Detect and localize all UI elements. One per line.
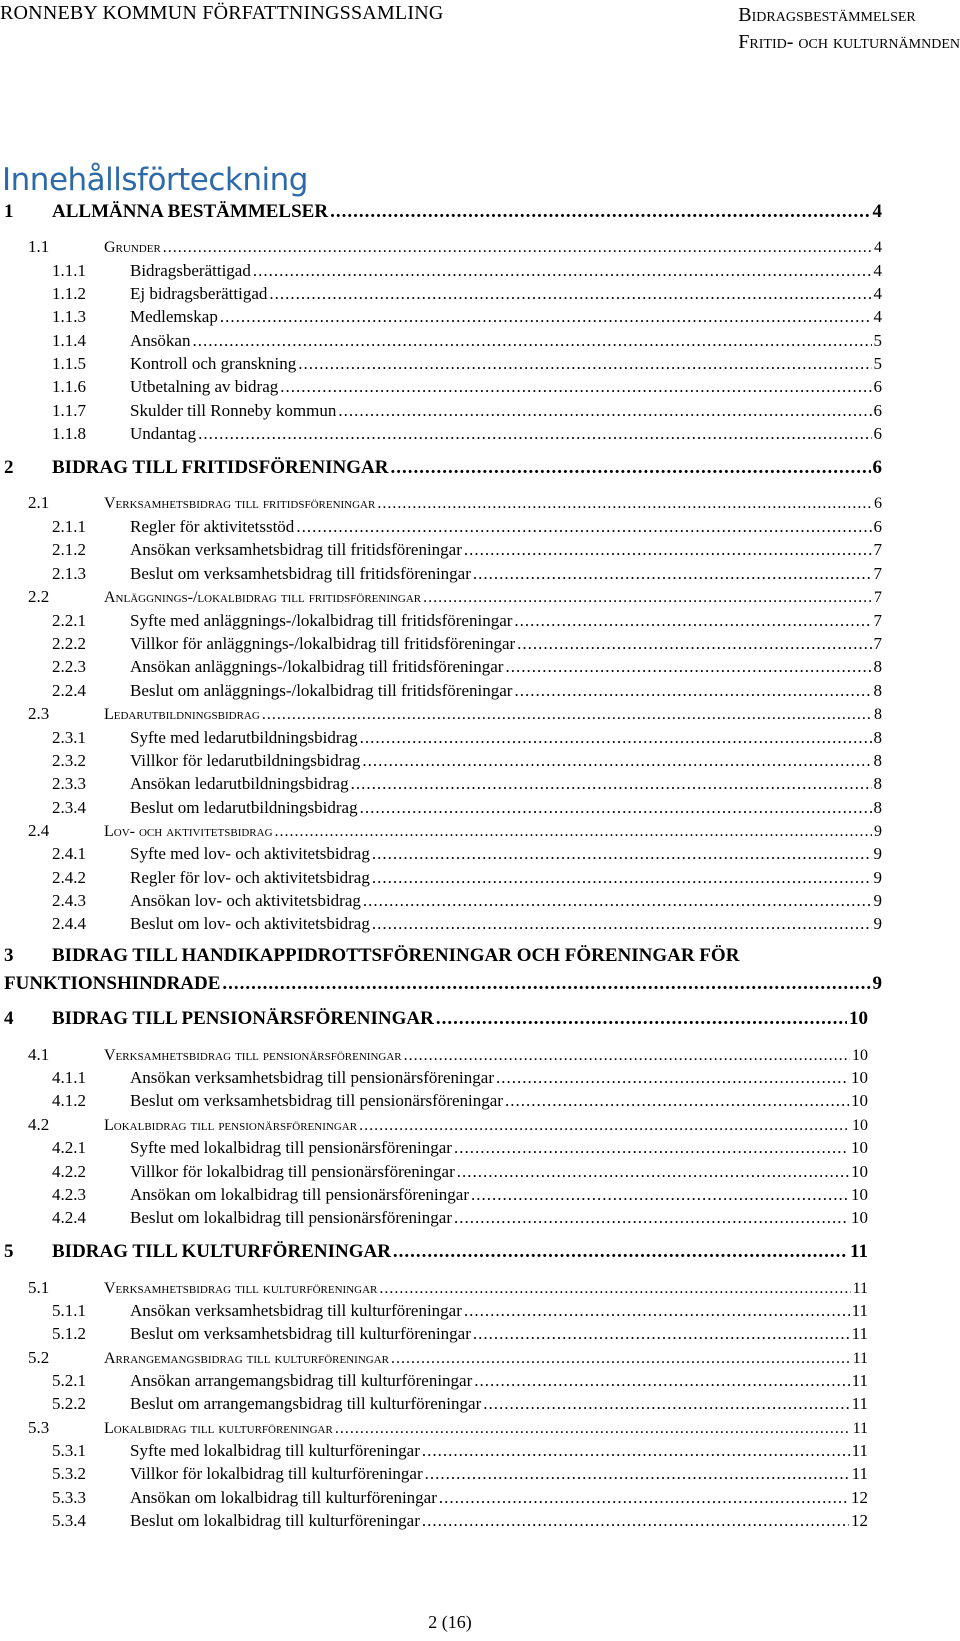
toc-entry-number: 4.1.2 [52,1091,86,1110]
toc-entry[interactable] [28,1274,868,1298]
toc-entry[interactable] [52,350,882,374]
dot-leader [425,1464,850,1484]
toc-entry-page: 10 [851,1185,868,1204]
toc-entry-number: 5.2.1 [52,1371,86,1390]
toc-entry[interactable] [52,1367,868,1391]
toc-entry-number: 2.3.1 [52,728,86,747]
toc-entry[interactable] [52,373,882,397]
dot-leader [505,1091,849,1111]
toc-entry-number: 5.3.3 [52,1488,86,1507]
toc-entry-text: Ansökan verksamhetsbidrag till kulturföreningar [130,1301,462,1320]
toc-entry-number: 2.4.3 [52,891,86,910]
toc-entry-page: 11 [852,1420,868,1437]
toc-entry[interactable] [52,1507,868,1531]
header-committee: Fritid- och kulturnämnden [738,31,960,53]
toc-entry-page: 11 [851,1394,868,1413]
toc-entry-page: 8 [873,751,882,770]
dot-leader [464,540,872,560]
toc-entry[interactable] [52,560,882,584]
header-document-title: Bidragsbestämmelser [738,4,916,26]
toc-entry-page: 11 [851,1441,868,1460]
toc-entry[interactable] [52,840,882,864]
toc-entry-text: Medlemskap [130,307,218,326]
toc-entry-number: 2.3.4 [52,798,86,817]
toc-entry-text: Ansökan arrangemangsbidrag till kulturföreningar [130,1371,473,1390]
toc-entry[interactable] [52,864,882,888]
toc-entry-page: 9 [872,973,882,994]
toc-entry-page: 10 [852,1117,868,1134]
toc-entry-page: 7 [873,611,882,630]
dot-leader [363,891,872,911]
toc-entry-text: Ledarutbildningsbidrag [104,706,260,723]
toc-entry-page: 9 [873,891,882,910]
toc-entry-page: 5 [873,331,882,350]
toc-entry[interactable] [28,1344,868,1368]
dot-leader [372,914,872,934]
toc-entry[interactable] [28,489,882,513]
toc-entry[interactable] [52,794,882,818]
toc-entry-page: 6 [873,401,882,420]
toc-entry-text: BIDRAG TILL HANDIKAPPIDROTTSFÖRENINGAR OCH FÖRENINGAR FÖR [52,945,740,966]
page-number: 2 (16) [428,1612,472,1632]
toc-entry[interactable] [28,233,882,257]
dot-leader [422,1441,850,1461]
toc-entry-number: 1.1.4 [52,331,86,350]
toc-entry[interactable] [52,1064,868,1088]
toc-entry-text: Beslut om lokalbidrag till pensionärsföreningar [130,1208,452,1227]
toc-entry-number: 1 [4,201,14,222]
toc-entry-number: 2.1.2 [52,540,86,559]
toc-entry-page: 10 [852,1047,868,1064]
dot-leader [483,1394,849,1414]
toc-entry-text: Verksamhetsbidrag till kulturföreningar [104,1280,378,1297]
dot-leader [298,354,871,374]
toc-entry-page: 4 [872,201,882,222]
dot-leader [391,1350,851,1368]
toc-entry-number: 2.1 [28,493,50,512]
toc-entry-page: 4 [874,239,882,256]
toc-entry-text: Skulder till Ronneby kommun [130,401,337,420]
toc-entry-page: 6 [874,495,882,512]
toc-entry-number: 4.2.3 [52,1185,86,1204]
toc-entry-text: Syfte med ledarutbildningsbidrag [130,728,358,747]
toc-entry-number: 2.2 [28,587,50,606]
toc-entry[interactable] [52,536,882,560]
toc-entry[interactable] [52,513,882,537]
toc-entry-text: Syfte med lokalbidrag till kulturföreningar [130,1441,420,1460]
header-municipality: RONNEBY KOMMUN FÖRFATTNINGSSAMLING [0,2,444,24]
toc-entry-text: Villkor för lokalbidrag till pensionärsföreningar [130,1162,455,1181]
toc-entry[interactable] [52,1460,868,1484]
toc-entry-number: 5.3.1 [52,1441,86,1460]
toc-entry-number: 5.3.4 [52,1511,86,1530]
dot-leader [372,868,872,888]
toc-entry-line [4,945,740,967]
dot-leader [192,331,871,351]
toc-entry[interactable] [52,280,882,304]
dot-leader [198,424,871,444]
toc-entry-text: Beslut om verksamhetsbidrag till kulturföreningar [130,1324,471,1343]
toc-entry[interactable] [4,971,882,995]
toc-entry-text: Arrangemangsbidrag till kulturföreningar [104,1350,389,1367]
dot-leader [360,728,872,748]
toc-entry-page: 10 [851,1068,868,1087]
toc-entry-text: Ansökan lov- och aktivitetsbidrag [130,891,361,910]
dot-leader [377,495,872,513]
dot-leader [471,1185,849,1205]
toc-entry[interactable] [28,1041,868,1065]
toc-entry-number: 4.1 [28,1045,50,1064]
dot-leader [351,774,872,794]
toc-entry-page: 6 [873,377,882,396]
toc-entry-number: 4.2.4 [52,1208,86,1227]
toc-entry-text: Verksamhetsbidrag till pensionärsföreningar [104,1047,402,1064]
toc-entry-number: 1.1.2 [52,284,86,303]
toc-entry-page: 12 [851,1488,868,1507]
toc-entry-number: 4.2.2 [52,1162,86,1181]
toc-entry-text: Beslut om lokalbidrag till kulturföreningar [130,1511,420,1530]
toc-entry-text: Lov- och aktivitetsbidrag [104,823,273,840]
dot-leader [505,657,871,677]
dot-leader [338,401,871,421]
toc-entry-number: 2.2.3 [52,657,86,676]
toc-entry-text: Syfte med lokalbidrag till pensionärsföreningar [130,1138,452,1157]
toc-entry[interactable] [4,1239,868,1263]
toc-entry-text: BIDRAG TILL PENSIONÄRSFÖRENINGAR [52,1008,434,1029]
toc-entry-page: 7 [873,634,882,653]
toc-entry-number: 2.1.3 [52,564,86,583]
toc-entry-page: 8 [874,706,882,723]
toc-entry-page: 10 [851,1162,868,1181]
toc-entry[interactable] [52,1297,868,1321]
toc-entry-page: 10 [851,1091,868,1110]
dot-leader [457,1162,849,1182]
toc-entry[interactable] [52,770,882,794]
toc-entry[interactable] [52,1484,868,1508]
toc-entry[interactable] [52,1320,868,1344]
toc-entry-page: 8 [873,798,882,817]
toc-entry-page: 11 [850,1241,868,1262]
toc-entry-page: 9 [873,844,882,863]
toc-entry-text: ALLMÄNNA BESTÄMMELSER [52,201,329,222]
dot-leader [372,844,872,864]
toc-entry-text-continued: FUNKTIONSHINDRADE [4,973,221,994]
toc-entry-number: 1.1 [28,237,50,256]
dot-leader [404,1047,850,1065]
dot-leader [464,1301,850,1321]
dot-leader [454,1138,849,1158]
toc-entry-number: 5.3 [28,1418,50,1437]
dot-leader [423,589,872,607]
dot-leader [474,1371,849,1391]
toc-entry[interactable] [52,1158,868,1182]
toc-entry-number: 2.3 [28,704,50,723]
dot-leader [379,1280,850,1298]
toc-entry-page: 10 [851,1208,868,1227]
toc-entry[interactable] [4,455,882,479]
toc-entry[interactable] [52,1390,868,1414]
toc-entry[interactable] [52,1134,868,1158]
toc-entry[interactable] [52,1437,868,1461]
toc-entry[interactable] [28,1414,868,1438]
toc-entry[interactable] [52,910,882,934]
dot-leader [436,1008,847,1030]
toc-entry[interactable] [52,1204,868,1228]
toc-entry-number: 2.3.2 [52,751,86,770]
toc-entry-text: Beslut om ledarutbildningsbidrag [130,798,358,817]
toc-entry-text: Kontroll och granskning [130,354,297,373]
toc-entry[interactable] [52,257,882,281]
toc-entry[interactable] [52,630,882,654]
toc-entry[interactable] [52,887,882,911]
toc-entry-text: Regler för lov- och aktivitetsbidrag [130,868,370,887]
toc-entry-number: 2.1.1 [52,517,86,536]
toc-title: Innehållsförteckning [2,162,308,198]
toc-entry-page: 9 [873,914,882,933]
toc-entry-number: 1.1.7 [52,401,86,420]
toc-entry[interactable] [52,653,882,677]
toc-entry[interactable] [52,303,882,327]
toc-entry-text: Beslut om lov- och aktivitetsbidrag [130,914,370,933]
toc-entry-number: 2.4.1 [52,844,86,863]
dot-leader [517,634,871,654]
toc-entry-text: Regler för aktivitetsstöd [130,517,295,536]
toc-entry-number: 5 [4,1241,14,1262]
dot-leader [496,1068,849,1088]
toc-entry-text: Ansökan [130,331,191,350]
toc-entry[interactable] [28,817,882,841]
toc-entry[interactable] [4,1006,868,1030]
dot-leader [253,261,872,281]
toc-entry-page: 11 [851,1371,868,1390]
dot-leader [514,681,871,701]
toc-entry-page: 10 [849,1008,868,1029]
toc-entry-text: Ansökan anläggnings-/lokalbidrag till fritidsföreningar [130,657,504,676]
toc-entry-page: 6 [873,424,882,443]
toc-entry-number: 2.2.4 [52,681,86,700]
toc-entry-page: 8 [873,657,882,676]
dot-leader [220,307,872,327]
toc-entry-number: 1.1.5 [52,354,86,373]
toc-entry-number: 2.4.2 [52,868,86,887]
dot-leader [296,517,871,537]
toc-entry-text: Villkor för lokalbidrag till kulturföreningar [130,1464,423,1483]
toc-entry-text: Verksamhetsbidrag till fritidsföreningar [104,495,376,512]
dot-leader [390,457,870,479]
toc-entry-page: 6 [872,457,882,478]
toc-entry-text: Ansökan ledarutbildningsbidrag [130,774,349,793]
toc-entry-text: Bidragsberättigad [130,261,251,280]
dot-leader [473,564,872,584]
toc-entry-page: 5 [873,354,882,373]
toc-entry-number: 5.1 [28,1278,50,1297]
toc-entry[interactable] [52,397,882,421]
dot-leader [269,284,871,304]
toc-entry-text: Beslut om anläggnings-/lokalbidrag till fritidsföreningar [130,681,513,700]
toc-entry-number: 1.1.1 [52,261,86,280]
toc-entry[interactable] [52,747,882,771]
toc-entry-number: 2.2.2 [52,634,86,653]
toc-entry-number: 4.2 [28,1115,50,1134]
dot-leader [473,1324,850,1344]
toc-entry-page: 12 [851,1511,868,1530]
dot-leader [362,751,871,771]
dot-leader [280,377,871,397]
toc-entry-text: Ansökan om lokalbidrag till kulturföreningar [130,1488,437,1507]
toc-entry[interactable] [4,199,882,223]
dot-leader [335,1420,851,1438]
toc-entry-text: BIDRAG TILL FRITIDSFÖRENINGAR [52,457,389,478]
toc-entry[interactable] [28,1111,868,1135]
toc-entry-text: Ansökan verksamhetsbidrag till pensionärsföreningar [130,1068,494,1087]
dot-leader [163,239,872,257]
toc-entry-page: 7 [873,564,882,583]
toc-entry-page: 4 [873,261,882,280]
toc-entry[interactable] [52,724,882,748]
toc-entry-text: Ansökan om lokalbidrag till pensionärsföreningar [130,1185,469,1204]
dot-leader [275,823,872,841]
dot-leader [514,611,871,631]
toc-entry-page: 11 [852,1280,868,1297]
dot-leader [330,201,870,223]
toc-entry-text: Lokalbidrag till kulturföreningar [104,1420,333,1437]
toc-entry-page: 11 [851,1464,868,1483]
toc-entry-page: 11 [851,1301,868,1320]
toc-entry-text: Beslut om verksamhetsbidrag till pensionärsföreningar [130,1091,503,1110]
dot-leader [222,973,870,995]
dot-leader [454,1208,849,1228]
toc-entry-page: 8 [873,681,882,700]
dot-leader [422,1511,849,1531]
toc-entry-number: 1.1.6 [52,377,86,396]
toc-entry-number: 5.1.2 [52,1324,86,1343]
toc-entry[interactable] [52,1181,868,1205]
toc-entry-page: 11 [852,1350,868,1367]
toc-entry-text: Ej bidragsberättigad [130,284,268,303]
toc-entry-page: 8 [873,728,882,747]
toc-entry-page: 7 [873,540,882,559]
dot-leader [360,798,872,818]
toc-entry-number: 5.2 [28,1348,50,1367]
toc-entry-number: 2.4.4 [52,914,86,933]
toc-entry-number: 3 [4,945,14,966]
toc-entry-text: Undantag [130,424,197,443]
toc-entry-page: 4 [873,307,882,326]
toc-entry-text: Beslut om verksamhetsbidrag till fritidsföreningar [130,564,471,583]
toc-entry-number: 2.3.3 [52,774,86,793]
toc-entry-text: Anläggnings-/lokalbidrag till fritidsföreningar [104,589,422,606]
toc-entry[interactable] [52,677,882,701]
toc-entry[interactable] [52,327,882,351]
toc-entry-number: 1.1.8 [52,424,86,443]
toc-entry-number: 5.3.2 [52,1464,86,1483]
toc-entry-page: 7 [874,589,882,606]
toc-entry-text: Lokalbidrag till pensionärsföreningar [104,1117,358,1134]
toc-entry-number: 5.2.2 [52,1394,86,1413]
toc-entry-text: Villkor för ledarutbildningsbidrag [130,751,361,770]
toc-entry-text: BIDRAG TILL KULTURFÖRENINGAR [52,1241,391,1262]
toc-entry-page: 9 [874,823,882,840]
toc-entry-text: Villkor för anläggnings-/lokalbidrag till fritidsföreningar [130,634,516,653]
toc-entry-number: 4.1.1 [52,1068,86,1087]
toc-entry[interactable] [52,420,882,444]
toc-entry-text: Grunder [104,239,161,256]
dot-leader [262,706,872,724]
toc-entry-number: 4 [4,1008,14,1029]
toc-entry-page: 9 [873,868,882,887]
toc-entry[interactable] [28,583,882,607]
toc-entry-number: 2.2.1 [52,611,86,630]
toc-entry-page: 6 [873,517,882,536]
toc-entry-text: Ansökan verksamhetsbidrag till fritidsföreningar [130,540,462,559]
toc-entry[interactable] [52,607,882,631]
toc-entry-number: 5.1.1 [52,1301,86,1320]
toc-entry-text: Utbetalning av bidrag [130,377,279,396]
toc-entry-number: 2 [4,457,14,478]
toc-entry-page: 11 [851,1324,868,1343]
toc-entry-number: 4.2.1 [52,1138,86,1157]
dot-leader [359,1117,850,1135]
toc-entry-page: 4 [873,284,882,303]
toc-entry-text: Syfte med lov- och aktivitetsbidrag [130,844,370,863]
toc-entry[interactable] [28,700,882,724]
toc-entry-number: 1.1.3 [52,307,86,326]
toc-entry[interactable] [52,1087,868,1111]
toc-entry-text: Beslut om arrangemangsbidrag till kulturföreningar [130,1394,482,1413]
dot-leader [439,1488,849,1508]
toc-entry-text: Syfte med anläggnings-/lokalbidrag till fritidsföreningar [130,611,513,630]
toc-entry-page: 10 [851,1138,868,1157]
toc-entry-page: 8 [873,774,882,793]
dot-leader [393,1241,848,1263]
toc-entry-number: 2.4 [28,821,50,840]
